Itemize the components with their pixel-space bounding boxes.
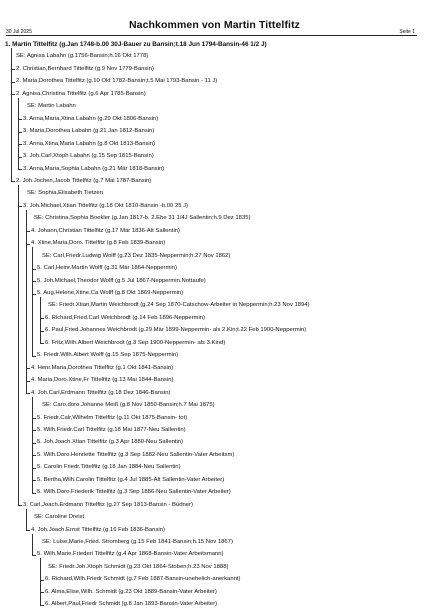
tree-branch-line [26, 509, 27, 530]
generation-number: 6. [45, 327, 50, 334]
tree-stub-line [18, 169, 22, 170]
generation-number: 6. [45, 601, 50, 608]
person-details: Johann,Christian Tittelfitz (g.17 Mär 1836-Alt Sallentin) [37, 227, 180, 234]
generation-number: 4. [31, 364, 36, 371]
spouse-marker: SE: [27, 190, 37, 197]
person-details: Aug.Helene,Xtine,Ca Wolff (g.8 Okt 1869-Neppermin) [43, 290, 184, 296]
person-details: Richard,Fried.Carl Weichbrodt (g.14 Feb 1896-Neppermin) [51, 314, 206, 321]
person-details: Joh.Carl,Xtoph Labahn (g.15 Sep 1815-Bansin) [29, 153, 154, 160]
spouse-marker: SE: [48, 563, 58, 570]
person-details: Alma,Elise,Wilh. Schmidt (g.23 Okt 1889-Bansin-Vater Arbeiter) [51, 588, 217, 595]
tree-stub-line [11, 181, 15, 182]
generation-number: 2. [16, 177, 21, 184]
generation-number: 4. [31, 526, 36, 533]
descendant-entry [37, 439, 183, 446]
person-details: Joh.Michael,Xtian Tittelfitz (g.18 Okt 1810-Bansin -b.00 25 J) [29, 202, 189, 209]
person-details: Friedr.Wilh.Albert Wolff (g.15 Sep 1875-Neppermin) [43, 352, 179, 359]
generation-number: 3. [23, 115, 28, 122]
descendant-entry [31, 390, 171, 397]
tree-stub-line [32, 356, 36, 357]
descendant-entry [45, 327, 306, 334]
descendant-entry [37, 452, 234, 459]
descendant-entry [16, 178, 151, 185]
spouse-entry [42, 539, 233, 546]
spouse-entry [48, 564, 228, 571]
person-details: Caro.doro.Johanne Meiß (g.8 Nov 1850-Bansin;h.7 Mai 1875) [53, 402, 215, 409]
descendant-entry [23, 116, 158, 123]
descendant-entry [45, 340, 225, 347]
descendant-entry [23, 128, 154, 135]
generation-number: 5. [37, 414, 42, 421]
generation-number: 4. [31, 377, 36, 384]
person-details: Henr.Maria,Dorothea Tittelfitz (g.1 Okt 1841-Bansin) [37, 364, 174, 371]
tree-stub-line [32, 493, 36, 494]
tree-stub-line [40, 343, 44, 344]
descendant-entry [37, 265, 177, 272]
generation-number: 4. [31, 240, 36, 247]
spouse-marker: SE: [48, 302, 58, 309]
descendant-entry [37, 464, 181, 471]
person-details: Friedr.Xtian,Martin Weichbrodt (g.24 Sep 1870-Catschow-Arbeiter in Neppermin;h.23 Nov 1894) [59, 302, 310, 309]
generation-number: 2. [16, 65, 21, 72]
person-details: Wilh.Doro.Henriette Tittelfitz (g.3 Sep 1882-Neu Sallentin-Vater Arbeitsm) [43, 451, 235, 458]
person-details: Joh.Carl,Erdmann Tittelfitz (g.18 Dez 1846-Bansin) [37, 389, 171, 396]
person-details: Wilh.Marie.Friederi Tittelfitz (g.4 Apr 1868-Bansin-Vater Arbeitsmann) [43, 551, 224, 558]
generation-number: 5. [37, 352, 42, 359]
descendant-entry [31, 365, 173, 372]
page-number: Seite 1 [399, 29, 415, 35]
generation-number: 2. [16, 78, 21, 85]
tree-stub-line [18, 505, 22, 506]
descendant-entry [37, 477, 224, 484]
person-details: Carl,Heinr.Martin Wolff (g.31 Mär 1864-Neppermin) [43, 265, 177, 272]
spouse-marker: SE: [42, 539, 52, 545]
spouse-marker: SE: [27, 103, 37, 110]
tree-branch-line [18, 98, 19, 169]
person-details: Luise,Marie,Fried. Stromberg (g.15 Feb 1841-Bansin;h.15 Nov 1867) [53, 539, 233, 545]
generation-number: 5. [37, 489, 42, 496]
spouse-entry [27, 103, 76, 110]
spouse-marker: SE: [16, 53, 26, 60]
person-details: Richard,Wilh.Friedr Schmidt (g.7 Feb 1887-Bansin-unehelich-anerkannt) [51, 576, 241, 583]
person-details: Wilh.Friedr.Carl Tittelfitz (g.18 Mai 1877-Neu Sallentin) [43, 426, 186, 433]
generation-number: 3. [23, 128, 28, 135]
spouse-entry [34, 514, 84, 521]
person-details: Maria,Dorothea Labahn (g.21 Jan 1812-Bansin) [29, 128, 155, 135]
descendant-entry [45, 576, 240, 583]
person-details: Paul,Fried.Johannes Weichbrodt (g.29 Mär 1899-Neppermin- als 2.Kin;t.22 Feb 1900-Neppermin) [51, 327, 307, 334]
spouse-entry [48, 302, 310, 309]
descendant-entry [31, 240, 165, 247]
tree-stub-line [32, 555, 36, 556]
person-details: Christina,Sophia Boekler (g.Jan 1817-b. 2.Ehe 31 1/4J Sallentin;h.9 Dez 1835) [45, 215, 251, 222]
spouse-entry [34, 215, 250, 222]
descendant-entry [37, 427, 186, 434]
descendant-entry [37, 278, 206, 285]
tree-branch-line [32, 397, 33, 493]
descendant-entry [37, 290, 183, 297]
person-details: Agnisa,Christina Tittelfitz (g.6 Apr 1785-Bansin) [22, 90, 146, 97]
spouse-entry [16, 53, 148, 60]
generation-number: 5. [37, 551, 42, 558]
generation-number: 4. [31, 389, 36, 396]
person-details: Albert,Paul,Friedr Schmidt (g.8 Jan 1893-Bansin-Vater Arbeiter) [51, 601, 218, 608]
person-details: Joh.Jochen,Jacob Tittelfitz (g.7 Mai 1787-Bansin) [22, 177, 152, 184]
tree-stub-line [26, 530, 30, 531]
generation-number: 5. [37, 265, 42, 272]
spouse-marker: SE: [34, 514, 44, 521]
descendant-entry [5, 41, 267, 48]
generation-number: 1. [5, 41, 11, 48]
person-details: Carl,Friedr.Ludwig Wolff (g.23 Dez 1835-Neppermin;h.27 Nov 1862) [53, 252, 231, 259]
descendant-entry [45, 601, 217, 608]
descendant-entry [45, 315, 205, 322]
generation-number: 3. [23, 140, 28, 147]
generation-number: 5. [37, 290, 42, 296]
tree-stub-line [26, 393, 30, 394]
descendant-entry [23, 153, 154, 160]
generation-number: 3. [23, 153, 28, 160]
person-details: Anna,Maria,Sophia Labahn (g.21 Mär 1818-Bansin) [29, 165, 165, 172]
generation-number: 5. [37, 476, 42, 483]
generation-number: 6. [45, 339, 50, 346]
tree-branch-line [11, 48, 12, 181]
generation-number: 5. [37, 451, 42, 458]
person-details: Anna,Maria,Xtina Labahn (g.29 Okt 1806-Bansin) [29, 115, 159, 122]
person-details: Friedr.Joh.Xtoph Schmidt (g.23 Okt 1864-Stoben;h.23 Nov 1888) [59, 563, 229, 570]
tree-branch-line [32, 534, 33, 555]
spouse-marker: SE: [34, 215, 44, 222]
person-details: Joh.Michael,Theodor Wolff (g.5 Jul 1867-Neppermin.Nottaufe) [43, 277, 206, 284]
tree-branch-line [26, 210, 27, 393]
generation-number: 3. [23, 501, 28, 508]
report-date: 30 Jul 2025 [6, 29, 32, 35]
tree-branch-line [40, 558, 41, 604]
person-details: Sophia,Elisabeth Tietzen [38, 190, 103, 197]
person-details: Maria,Doro.Xtine,Fr Tittelfitz (g.13 Mai 1844-Bansin) [37, 377, 174, 384]
descendant-entry [16, 66, 154, 73]
generation-number: 5. [37, 439, 42, 446]
descendant-entry [23, 203, 188, 210]
person-details: Joh.Joach.Xtian Tittelfitz (g.3 Apr 1880-Neu Sallentin) [43, 439, 184, 446]
spouse-entry [42, 402, 215, 409]
person-details: Agnisa Labahn (g.1756-Bansin;h.16 Okt 1778) [26, 53, 149, 60]
spouse-entry [42, 253, 230, 260]
descendant-entry [37, 415, 187, 422]
person-details: Anna,Xtina,Maria Labahn (g.8 Okt 1813-Bansin) [29, 140, 155, 147]
descendant-entry [31, 527, 165, 534]
descendant-entry [37, 489, 231, 496]
page-title: Nachkommen von Martin Tittelfitz [128, 19, 301, 31]
person-details: Martin Labahn [38, 103, 76, 110]
person-details: Maria,Dorothea Tittelfitz (g.10 Okt 1782-Bansin;t.5 Mai 1793-Bansin - 11 J) [22, 78, 218, 85]
tree-branch-line [40, 297, 41, 343]
generation-number: 6. [45, 314, 50, 321]
person-details: Bertha,Wilh.Carolin Tittelfitz (g.4 Jul 1885-Alt Sallentin-Vater Arbeiter) [43, 476, 225, 483]
generation-number: 3. [23, 165, 28, 172]
generation-number: 6. [45, 576, 50, 583]
descendant-entry [23, 166, 164, 173]
person-details: Caroline Dreist [45, 514, 85, 521]
descendant-entry [16, 91, 146, 98]
generation-number: 2. [16, 90, 21, 97]
person-details: Friedr.Calr,Wilhelm Tittelfitz (g.11 Okt 1875-Bansin- tot) [43, 414, 188, 421]
tree-branch-line [18, 185, 19, 505]
descendant-entry [45, 589, 217, 596]
tree-stub-line [40, 605, 44, 606]
person-details: Xtine,Maria,Doro. Tittelfitz (g.8 Feb 1839-Bansin) [37, 240, 166, 247]
generation-number: 4. [31, 227, 36, 234]
descendant-entry [37, 352, 178, 359]
generation-number: 5. [37, 426, 42, 433]
generation-number: 5. [37, 464, 42, 471]
generation-number: 3. [23, 202, 28, 209]
descendant-entry [37, 551, 224, 558]
spouse-marker: SE: [42, 252, 52, 259]
person-details: Joh.Joach.Ernst Tittelfitz (g.16 Feb 1836-Bansin) [37, 526, 165, 533]
descendant-entry [23, 502, 193, 509]
spouse-entry [27, 190, 103, 197]
generation-number: 5. [37, 277, 42, 284]
person-details: Carolin Friedr.Tittelfitz (g.18 Jan 1884-Neu Sallentin) [43, 464, 181, 471]
person-details: Christian,Bernhard Tittelfitz (g.9 Nov 1779-Bansin) [22, 65, 154, 72]
person-details: Martin Tittelfitz (g.Jan 1748-b.00 30J-Bauer zu Bansin;t.18 Jun 1794-Bansin-46 1/2 J) [12, 41, 267, 48]
person-details: Fritz,Wilh.Albert Weichbrodt (g.3 Sep 1900-Neppermin- als 3.Kind) [51, 339, 226, 346]
descendant-entry [23, 141, 155, 148]
descendant-entry [16, 78, 217, 85]
person-details: Wilh.Doro.Friederik Tittelfitz (g.3 Sep 1886-Neu Sallentin-Vater Arbeiter) [43, 489, 231, 496]
spouse-marker: SE: [42, 402, 52, 409]
descendant-entry [31, 377, 173, 384]
person-details: Carl,Joach.Erdmann Tittelfitz (g.27 Sep 1813-Bansin - Büdner) [29, 501, 193, 508]
tree-branch-line [32, 247, 33, 356]
descendant-entry [31, 228, 180, 235]
generation-number: 6. [45, 588, 50, 595]
